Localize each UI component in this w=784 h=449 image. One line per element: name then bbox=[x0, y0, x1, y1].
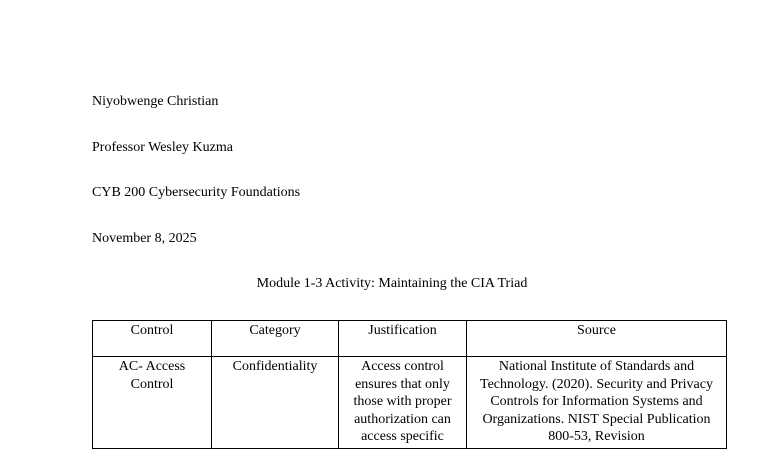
table-row bbox=[93, 357, 727, 449]
header-source: Source bbox=[467, 321, 727, 357]
student-name: Niyobwenge Christian bbox=[92, 94, 219, 109]
cell-control: AC- Access Control bbox=[93, 357, 212, 449]
professor-name: Professor Wesley Kuzma bbox=[92, 140, 233, 155]
table-header-row bbox=[93, 321, 727, 357]
header-category: Category bbox=[212, 321, 339, 357]
cia-controls-table bbox=[92, 320, 727, 449]
cell-category: Confidentiality bbox=[212, 357, 339, 449]
cell-justification: Access control ensures that only those with proper authorization can access specific bbox=[339, 357, 467, 449]
course-name: CYB 200 Cybersecurity Foundations bbox=[92, 185, 301, 200]
cell-source: National Institute of Standards and Technology. (2020). Security and Privacy Controls for Information Systems and Organizations. NIST Special Publication 800-53, Revision bbox=[467, 357, 727, 449]
header-control: Control bbox=[93, 321, 212, 357]
document-date: November 8, 2025 bbox=[92, 231, 197, 246]
document-title: Module 1-3 Activity: Maintaining the CIA Triad bbox=[256, 276, 528, 291]
header-justification: Justification bbox=[339, 321, 467, 357]
